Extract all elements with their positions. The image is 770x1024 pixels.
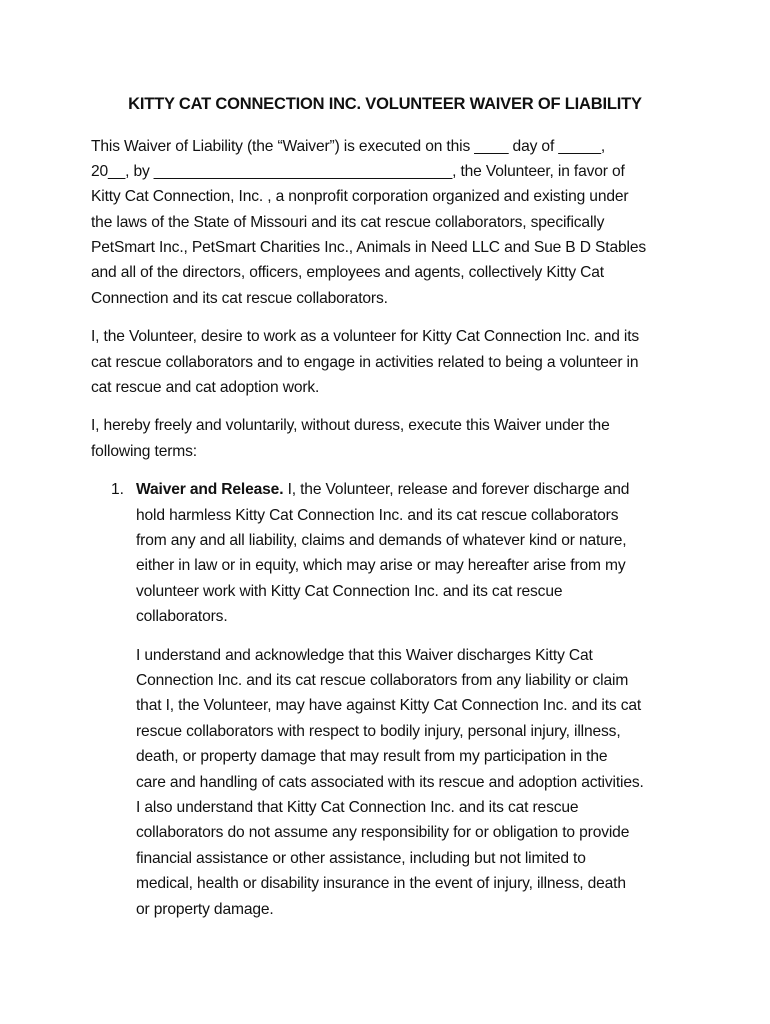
intro-line: 20__, by ___________________________________, the Volunteer, in favor of [91, 163, 625, 180]
intro-line: the laws of the State of Missouri and its cat rescue collaborators, specifically [91, 214, 605, 231]
desire-line: cat rescue collaborators and to engage in activities related to being a volunteer in [91, 354, 639, 371]
item1-heading: Waiver and Release. [136, 481, 284, 498]
item1-para2-line: Connection Inc. and its cat rescue collaborators from any liability or claim [136, 672, 629, 689]
item1-para2-line: medical, health or disability insurance in the event of injury, illness, death [136, 875, 626, 892]
item1-first-line [136, 481, 629, 499]
item1-first-line-rest: I, the Volunteer, release and forever discharge and [283, 481, 630, 498]
item1-para2-line: rescue collaborators with respect to bodily injury, personal injury, illness, [136, 723, 621, 740]
item1-para2-line: financial assistance or other assistance, including but not limited to [136, 850, 586, 867]
item1-line: either in law or in equity, which may arise or may hereafter arise from my [136, 557, 626, 574]
item1-line: volunteer work with Kitty Cat Connection Inc. and its cat rescue [136, 583, 563, 600]
intro-line: Kitty Cat Connection, Inc. , a nonprofit corporation organized and existing under [91, 188, 629, 205]
item1-line: from any and all liability, claims and demands of whatever kind or nature, [136, 532, 627, 549]
item1-para2-line: that I, the Volunteer, may have against Kitty Cat Connection Inc. and its cat [136, 697, 642, 714]
item1-line: hold harmless Kitty Cat Connection Inc. and its cat rescue collaborators [136, 507, 619, 524]
list-item-number: 1. [111, 481, 125, 498]
desire-line: I, the Volunteer, desire to work as a volunteer for Kitty Cat Connection Inc. and its [91, 328, 640, 345]
hereby-line: I, hereby freely and voluntarily, without duress, execute this Waiver under the [91, 417, 610, 434]
item1-para2-line: or property damage. [136, 901, 274, 918]
item1-para2-line: death, or property damage that may result from my participation in the [136, 748, 608, 765]
item1-para2-line: I also understand that Kitty Cat Connection Inc. and its cat rescue [136, 799, 579, 816]
intro-line: Connection and its cat rescue collaborators. [91, 290, 388, 307]
desire-line: cat rescue and cat adoption work. [91, 379, 320, 396]
intro-line: and all of the directors, officers, employees and agents, collectively Kitty Cat [91, 264, 604, 281]
hereby-line: following terms: [91, 443, 197, 460]
item1-para2-line: collaborators do not assume any responsibility for or obligation to provide [136, 824, 630, 841]
item1-para2-line: I understand and acknowledge that this Waiver discharges Kitty Cat [136, 647, 593, 664]
document-title: KITTY CAT CONNECTION INC. VOLUNTEER WAIVER OF LIABILITY [128, 95, 642, 113]
intro-line: This Waiver of Liability (the “Waiver”) is executed on this ____ day of _____, [91, 138, 606, 155]
intro-line: PetSmart Inc., PetSmart Charities Inc., Animals in Need LLC and Sue B D Stables [91, 239, 646, 256]
item1-para2-line: care and handling of cats associated with its rescue and adoption activities. [136, 774, 644, 791]
item1-line: collaborators. [136, 608, 228, 625]
